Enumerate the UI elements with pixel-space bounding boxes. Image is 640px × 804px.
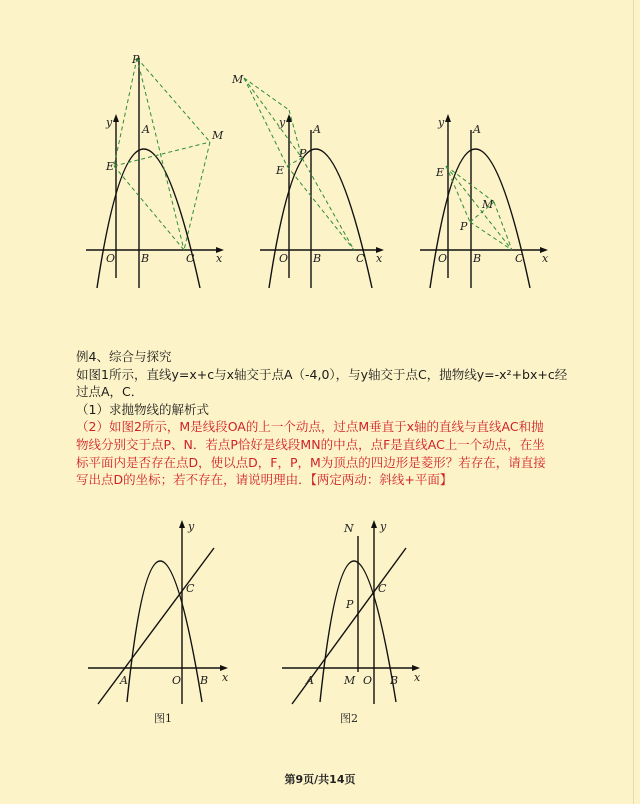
label-O: O <box>172 674 182 687</box>
label-A: A <box>142 123 150 136</box>
bottom-figure-1-svg <box>80 512 240 732</box>
bottom-figure-2 <box>270 512 430 736</box>
label-B: B <box>390 674 399 687</box>
top-figure-3 <box>412 50 562 294</box>
parabola <box>269 149 372 288</box>
dashed-lines <box>114 58 210 250</box>
label-B: B <box>313 252 322 265</box>
y-arrow <box>179 520 185 528</box>
y-arrow <box>445 114 451 122</box>
label-P: P <box>346 598 354 611</box>
label-E: E <box>106 160 115 173</box>
label-P: P <box>132 53 140 66</box>
label-E: E <box>436 166 445 179</box>
label-y: y <box>380 520 387 533</box>
label-O: O <box>279 252 289 265</box>
bottom-figure-1 <box>80 512 240 736</box>
top-figure-1 <box>80 50 230 294</box>
problem-part-2-line-3: 标平面内是否存在点D，使以点D，F，P，M为顶点的四边形是菱形？若存在，请直接 <box>76 454 546 470</box>
problem-part-1: （1）求抛物线的解析式 <box>76 401 209 417</box>
label-A: A <box>313 123 321 136</box>
top-figure-1-svg <box>80 50 230 290</box>
top-figure-3-svg <box>412 50 562 290</box>
label-x: x <box>542 252 549 265</box>
label-x: x <box>376 252 383 265</box>
label-C: C <box>515 252 524 265</box>
problem-part-2-line-1: （2）如图2所示，M是线段OA的上一个动点，过点M垂直于x轴的直线与直线AC和抛 <box>76 419 544 435</box>
label-O: O <box>438 252 448 265</box>
label-E: E <box>276 164 285 177</box>
problem-line-2: 如图1所示，直线y=x+c与x轴交于点A（-4,0），与y轴交于点C，抛物线y=-x²+bx+c经 <box>76 366 568 382</box>
problem-part-2-line-4: 写出点D的坐标；若不存在，请说明理由．【两定两动：斜线+平面】 <box>76 472 453 488</box>
top-figure-2 <box>226 50 396 294</box>
problem-heading: 例4、综合与探究 <box>76 349 172 364</box>
label-x: x <box>216 252 223 265</box>
caption-fig2: 图2 <box>340 712 358 725</box>
problem-text <box>76 348 596 489</box>
label-y: y <box>438 116 445 129</box>
label-N: N <box>344 522 354 535</box>
label-M: M <box>232 73 244 86</box>
label-M: M <box>212 129 224 142</box>
caption-fig1: 图1 <box>154 712 172 725</box>
page-edge <box>633 0 634 804</box>
label-B: B <box>473 252 482 265</box>
label-B: B <box>200 674 209 687</box>
label-y: y <box>106 116 113 129</box>
label-y: y <box>279 116 286 129</box>
label-O: O <box>106 252 116 265</box>
line-AC <box>98 548 214 704</box>
problem-line-3: 过点A，C． <box>76 384 144 400</box>
top-figure-2-svg <box>226 50 396 290</box>
label-O: O <box>363 674 373 687</box>
label-P: P <box>299 147 307 160</box>
y-arrow <box>371 520 377 528</box>
label-C: C <box>378 582 387 595</box>
parabola <box>430 149 530 288</box>
problem-part-2-line-2: 物线分别交于点P、N．若点P恰好是线段MN的中点，点F是直线AC上一个动点，在坐 <box>76 436 545 452</box>
label-B: B <box>141 252 150 265</box>
bottom-figure-2-svg <box>270 512 430 732</box>
label-y: y <box>188 520 195 533</box>
y-arrow <box>113 114 119 122</box>
label-A: A <box>120 674 128 687</box>
label-x: x <box>222 671 229 684</box>
label-M: M <box>344 674 356 687</box>
page-number: 第9页/共14页 <box>284 773 356 786</box>
dashed-lines <box>446 166 512 250</box>
label-C: C <box>356 252 365 265</box>
label-P: P <box>460 220 468 233</box>
label-C: C <box>186 252 195 265</box>
label-A: A <box>306 674 314 687</box>
label-x: x <box>414 671 421 684</box>
label-M: M <box>482 198 494 211</box>
label-C: C <box>186 582 195 595</box>
label-A: A <box>473 123 481 136</box>
